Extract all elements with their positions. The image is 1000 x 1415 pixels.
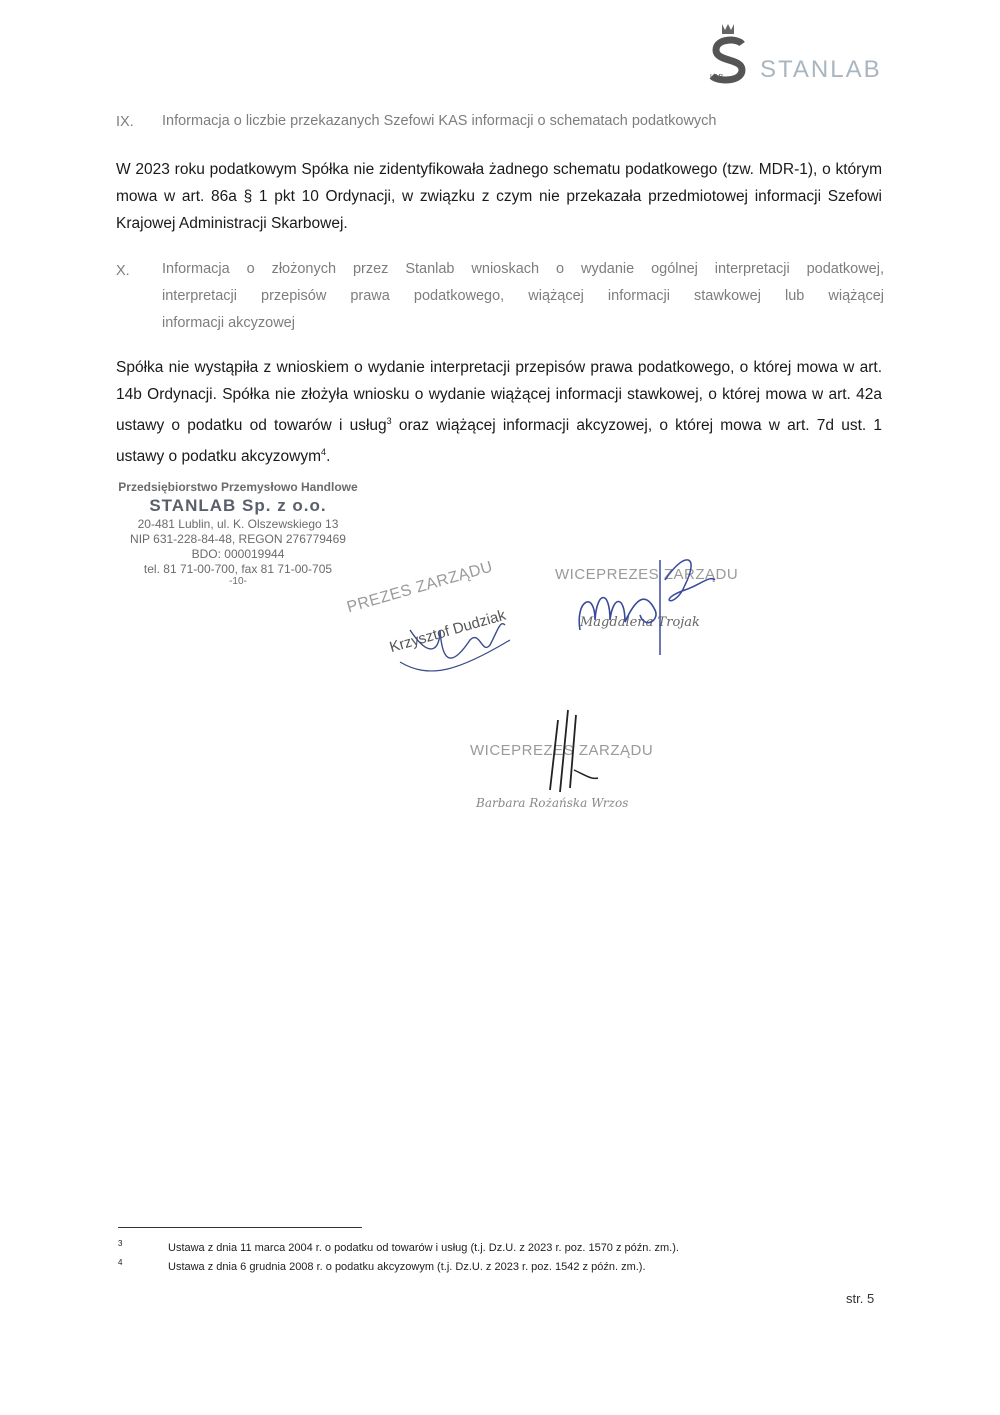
section-x-number: X. xyxy=(116,263,130,279)
section-ix-title: Informacja o liczbie przekazanych Szefowi KAS informacji o schematach podatkowych xyxy=(162,113,717,129)
section-x-title-line2: interpretacji przepisów prawa podatkowego, wiążącej informacji stawkowej lub wiążącej xyxy=(162,288,884,304)
paragraph-mdr xyxy=(116,156,882,237)
footnote-4-mark: 4 xyxy=(118,1258,123,1267)
prezes-handwritten-signature xyxy=(370,600,530,700)
stamp-nip-regon: NIP 631-228-84-48, REGON 276779469 xyxy=(130,532,346,546)
paragraph-interpretations-text xyxy=(116,354,882,470)
footnote-4-text: Ustawa z dnia 6 grudnia 2008 r. o podatku akcyzowym (t.j. Dz.U. z 2023 r. poz. 1542 z późn. zm.). xyxy=(168,1261,646,1273)
paragraph-interpretations-part-c: . xyxy=(326,448,331,466)
stamp-phone-fax: tel. 81 71-00-700, fax 81 71-00-705 xyxy=(143,562,333,576)
prezes-name: Krzysztof Dudziak xyxy=(387,606,508,657)
company-stamp xyxy=(88,480,388,587)
section-x-title xyxy=(162,256,884,337)
logo-brand-text: STANLAB xyxy=(760,56,882,83)
prezes-title: PREZES ZARZĄDU xyxy=(345,558,495,617)
stamp-bdo: BDO: 000019944 xyxy=(191,547,285,561)
footnote-separator xyxy=(118,1227,362,1228)
wiceprezes2-name: Barbara Rożańska Wrzos xyxy=(476,796,629,810)
paragraph-mdr-text: W 2023 roku podatkowym Spółka nie zidentyfikowała żadnego schematu podatkowego (tzw. MDR-1), o którym mowa w art. 86a § 1 pkt 10 Ordynacji, w związku z czym nie przekazała przedmiotowej informacji Szefowi Krajowej Administracji Skarbowej. xyxy=(116,161,882,232)
stanlab-logo xyxy=(700,10,880,90)
footnote-3-mark: 3 xyxy=(118,1239,123,1248)
logo-lab-text: LAB xyxy=(710,74,724,81)
wiceprezes1-title: WICEPREZES ZARZĄDU xyxy=(555,566,739,583)
stamp-page-mark: -10- xyxy=(229,576,247,587)
footnote-ref-3: 3 xyxy=(386,416,392,426)
page-number: str. 5 xyxy=(846,1291,875,1306)
wiceprezes2-title: WICEPREZES ZARZĄDU xyxy=(470,742,654,759)
wiceprezes2-handwritten-signature xyxy=(530,700,610,800)
section-ix-number: IX. xyxy=(116,114,134,130)
footnote-ref-4: 4 xyxy=(321,447,327,458)
stamp-company-name: STANLAB Sp. z o.o. xyxy=(149,496,327,515)
stamp-address: 20-481 Lublin, ul. K. Olszewskiego 13 xyxy=(137,517,339,531)
stamp-line-1: Przedsiębiorstwo Przemysłowo Handlowe xyxy=(118,480,358,494)
footnote-3-text: Ustawa z dnia 11 marca 2004 r. o podatku od towarów i usług (t.j. Dz.U. z 2023 r. poz. 1570 z późn. zm.). xyxy=(168,1242,679,1254)
wiceprezes1-handwritten-signature xyxy=(565,540,735,660)
section-x-title-line1: Informacja o złożonych przez Stanlab wnioskach o wydanie ogólnej interpretacji podatkowej, xyxy=(162,261,884,277)
paragraph-interpretations-part-b: oraz wiążącej informacji akcyzowej, o której mowa w art. 7d ust. 1 ustawy o podatku akcyzowym xyxy=(116,417,882,466)
paragraph-interpretations-part-a: Spółka nie wystąpiła z wnioskiem o wydanie interpretacji przepisów prawa podatkowego, o której mowa w art. 14b Ordynacji. Spółka nie złożyła wniosku o wydanie wiążącej informacji stawkowej, o której mowa w art. 42a ustawy o podatku od towarów i usług xyxy=(116,359,882,435)
wiceprezes1-name: Magdalena Trojak xyxy=(580,615,700,630)
paragraph-interpretations xyxy=(116,354,882,470)
section-x-title-line3: informacji akcyzowej xyxy=(162,315,295,331)
